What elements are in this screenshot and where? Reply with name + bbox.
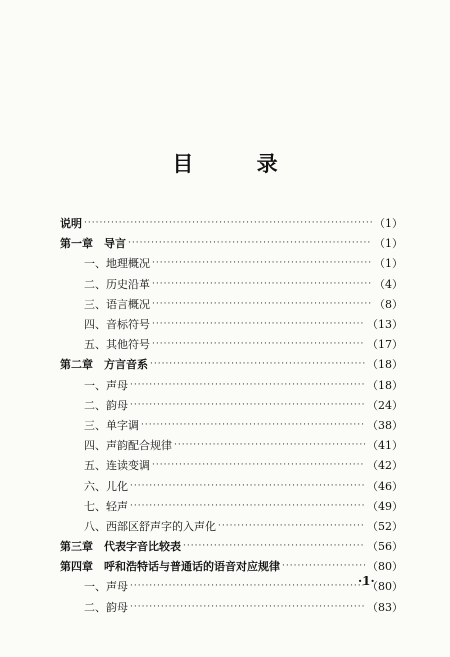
toc-entry-label: 说明 xyxy=(60,217,82,231)
toc-entry-page: （38） xyxy=(367,418,403,432)
toc-entry-page: （18） xyxy=(367,358,403,372)
leader-dots xyxy=(152,460,365,470)
toc-entry-label: 五、其他符号 xyxy=(84,338,150,352)
toc-entry-page: （4） xyxy=(374,277,403,291)
toc-entry[interactable] xyxy=(60,233,403,253)
toc-entry-page: （49） xyxy=(367,499,403,513)
toc-entry[interactable] xyxy=(60,253,403,273)
toc-entry-page: （80） xyxy=(367,580,403,594)
leader-dots xyxy=(130,481,365,491)
toc-entry[interactable] xyxy=(60,375,403,395)
toc-entry[interactable] xyxy=(60,435,403,455)
toc-entry-label: 四、声韵配合规律 xyxy=(84,439,172,453)
leader-dots xyxy=(152,279,372,289)
toc-entry-label: 二、历史沿革 xyxy=(84,277,150,291)
leader-dots xyxy=(150,359,365,369)
page-number: ·1· xyxy=(358,574,375,588)
toc-entry-label: 一、地理概况 xyxy=(84,257,150,271)
leader-dots xyxy=(152,258,372,268)
toc-entry-page: （83） xyxy=(367,600,403,614)
leader-dots xyxy=(130,400,365,410)
toc-entry-page: （18） xyxy=(367,378,403,392)
toc-entry-page: （41） xyxy=(367,439,403,453)
toc-entry[interactable] xyxy=(60,213,403,233)
leader-dots xyxy=(128,238,372,248)
toc-entry-page: （52） xyxy=(367,519,403,533)
page-title: 目 录 xyxy=(172,151,306,176)
toc-entry-label: 二、韵母 xyxy=(84,600,128,614)
toc-entry[interactable] xyxy=(60,314,403,334)
toc-entry-label: 三、单字调 xyxy=(84,418,139,432)
toc-entry[interactable] xyxy=(60,354,403,374)
toc-entry-page: （80） xyxy=(367,560,403,574)
toc-entry-label: 六、儿化 xyxy=(84,479,128,493)
toc-entry-page: （56） xyxy=(367,540,403,554)
leader-dots xyxy=(183,541,365,551)
leader-dots xyxy=(130,380,365,390)
toc-entry[interactable] xyxy=(60,536,403,556)
toc-entry-label: 第一章 导言 xyxy=(60,237,126,251)
toc-entry[interactable] xyxy=(60,576,403,596)
toc-entry[interactable] xyxy=(60,455,403,475)
toc-entry-page: （1） xyxy=(374,217,403,231)
toc-entry-label: 七、轻声 xyxy=(84,499,128,513)
toc-entry[interactable] xyxy=(60,516,403,536)
toc-entry-page: （17） xyxy=(367,338,403,352)
toc-entry-label: 二、韵母 xyxy=(84,398,128,412)
toc-entry-label: 八、西部区舒声字的入声化 xyxy=(84,519,216,533)
toc-entry[interactable] xyxy=(60,496,403,516)
leader-dots xyxy=(152,339,365,349)
toc-entry-label: 第二章 方言音系 xyxy=(60,358,148,372)
toc-entry-page: （8） xyxy=(374,297,403,311)
toc-entry-page: （1） xyxy=(374,237,403,251)
leader-dots xyxy=(174,440,365,450)
toc-entry-label: 第三章 代表字音比较表 xyxy=(60,540,181,554)
toc-entry-page: （24） xyxy=(367,398,403,412)
toc-entry[interactable] xyxy=(60,294,403,314)
toc-entry-page: （13） xyxy=(367,318,403,332)
leader-dots xyxy=(282,561,365,571)
toc-entry-label: 一、声母 xyxy=(84,378,128,392)
toc-entry[interactable] xyxy=(60,556,403,576)
leader-dots xyxy=(84,218,372,228)
toc-entry-label: 一、声母 xyxy=(84,580,128,594)
table-of-contents xyxy=(60,213,403,617)
toc-entry[interactable] xyxy=(60,475,403,495)
leader-dots xyxy=(218,521,365,531)
leader-dots xyxy=(141,420,365,430)
toc-entry[interactable] xyxy=(60,274,403,294)
leader-dots xyxy=(130,501,365,511)
leader-dots xyxy=(130,602,365,612)
toc-entry-page: （1） xyxy=(374,257,403,271)
toc-entry-label: 五、连读变调 xyxy=(84,459,150,473)
toc-entry-page: （46） xyxy=(367,479,403,493)
toc-entry-label: 第四章 呼和浩特话与普通话的语音对应规律 xyxy=(60,560,280,574)
toc-entry[interactable] xyxy=(60,395,403,415)
leader-dots xyxy=(130,581,365,591)
leader-dots xyxy=(152,319,365,329)
toc-entry-label: 三、语言概况 xyxy=(84,297,150,311)
toc-entry-page: （42） xyxy=(367,459,403,473)
toc-entry-label: 四、音标符号 xyxy=(84,318,150,332)
toc-entry[interactable] xyxy=(60,415,403,435)
toc-entry[interactable] xyxy=(60,597,403,617)
leader-dots xyxy=(152,299,372,309)
toc-entry[interactable] xyxy=(60,334,403,354)
